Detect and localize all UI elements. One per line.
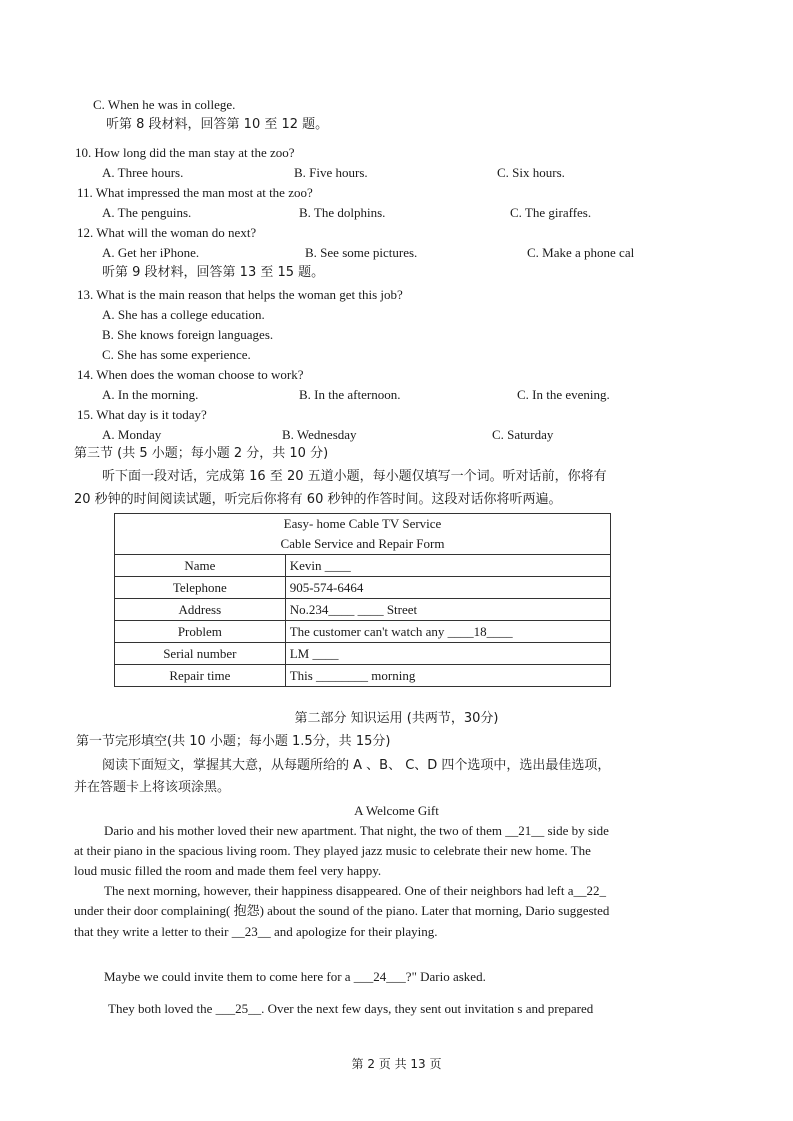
form-field-label: Repair time [115, 665, 286, 687]
part-heading: 第二部分 知识运用 (共两节，30分) [294, 711, 499, 726]
passage-line: Maybe we could invite them to come here for a ___24___?" Dario asked. [104, 969, 486, 984]
answer-option: B. She knows foreign languages. [102, 327, 274, 342]
passage-title: A Welcome Gift [354, 803, 439, 818]
form-field-value: The customer can't watch any ____18____ [285, 621, 610, 643]
form-field-value: No.234____ ____ Street [285, 599, 610, 621]
form-field-label: Address [115, 599, 286, 621]
question-stem: 11. What impressed the man most at the zoo? [77, 185, 313, 200]
form-field-label: Serial number [115, 643, 286, 665]
answer-option: A. Monday [102, 427, 162, 442]
form-row [115, 555, 611, 577]
answer-option: A. The penguins. [102, 205, 192, 220]
form-row [115, 577, 611, 599]
question-stem: 15. What day is it today? [77, 407, 207, 422]
section-instruction: 听下面一段对话，完成第 16 至 20 五道小题，每小题仅填写一个词。听对话前，你将有 [102, 469, 607, 484]
form-row [115, 643, 611, 665]
answer-option: B. Wednesday [282, 427, 357, 442]
listening-instruction: 听第 9 段材料，回答第 13 至 15 题。 [102, 265, 325, 280]
answer-option: C. Saturday [492, 427, 554, 442]
listening-instruction: 听第 8 段材料，回答第 10 至 12 题。 [106, 117, 329, 132]
passage-line: under their door complaining( 抱怨) about the sound of the piano. Later that morning, Dario suggested [74, 903, 610, 918]
form-row [115, 621, 611, 643]
form-row [115, 599, 611, 621]
answer-option: C. Six hours. [497, 165, 565, 180]
answer-option: B. In the afternoon. [299, 387, 401, 402]
form-header [115, 514, 611, 555]
answer-option: A. In the morning. [102, 387, 199, 402]
answer-option: A. Three hours. [102, 165, 184, 180]
section-heading: 第三节 (共 5 小题；每小题 2 分，共 10 分) [74, 446, 329, 461]
answer-option: C. In the evening. [517, 387, 610, 402]
form-field-label: Problem [115, 621, 286, 643]
passage-line: loud music filled the room and made them feel very happy. [74, 863, 382, 878]
answer-option: A. She has a college education. [102, 307, 265, 322]
form-field-label: Name [115, 555, 286, 577]
page-number: 第 2 页 共 13 页 [351, 1057, 442, 1071]
answer-option: C. The giraffes. [510, 205, 592, 220]
question-stem: 12. What will the woman do next? [77, 225, 257, 240]
section-instruction: 阅读下面短文，掌握其大意，从每题所给的 A 、B、 C、D 四个选项中，选出最佳选项， [102, 758, 611, 773]
form-row [115, 665, 611, 687]
passage-line: The next morning, however, their happiness disappeared. One of their neighbors had left a__22_ [104, 883, 606, 898]
section-instruction: 并在答题卡上将该项涂黑。 [74, 780, 231, 795]
passage-line: at their piano in the spacious living room. They played jazz music to celebrate their new home. The [74, 843, 591, 858]
form-field-label: Telephone [115, 577, 286, 599]
question-stem: 10. How long did the man stay at the zoo? [75, 145, 295, 160]
passage-line: Dario and his mother loved their new apartment. That night, the two of them __21__ side by side [104, 823, 609, 838]
question-stem: 14. When does the woman choose to work? [77, 367, 304, 382]
answer-option: C. Make a phone cal [527, 245, 635, 260]
answer-option: A. Get her iPhone. [102, 245, 200, 260]
answer-option: B. Five hours. [294, 165, 368, 180]
form-field-value: 905-574-6464 [285, 577, 610, 599]
answer-option: C. When he was in college. [93, 97, 236, 112]
passage-line: They both loved the ___25__. Over the next few days, they sent out invitation s and prepared [108, 1001, 594, 1016]
repair-form-table [114, 513, 611, 687]
answer-option: B. See some pictures. [305, 245, 418, 260]
answer-option: B. The dolphins. [299, 205, 386, 220]
question-stem: 13. What is the main reason that helps the woman get this job? [77, 287, 403, 302]
passage-line: that they write a letter to their __23__ and apologize for their playing. [74, 924, 438, 939]
form-field-value: LM ____ [285, 643, 610, 665]
section-heading: 第一节完形填空(共 10 小题；每小题 1.5分，共 15分) [76, 734, 391, 749]
section-instruction: 20 秒钟的时间阅读试题，听完后你将有 60 秒钟的作答时间。这段对话你将听两遍。 [74, 492, 562, 507]
answer-option: C. She has some experience. [102, 347, 251, 362]
form-field-value: This ________ morning [285, 665, 610, 687]
form-subtitle: Cable Service and Repair Form [280, 536, 445, 551]
form-title: Easy- home Cable TV Service [283, 516, 442, 531]
form-field-value: Kevin ____ [285, 555, 610, 577]
